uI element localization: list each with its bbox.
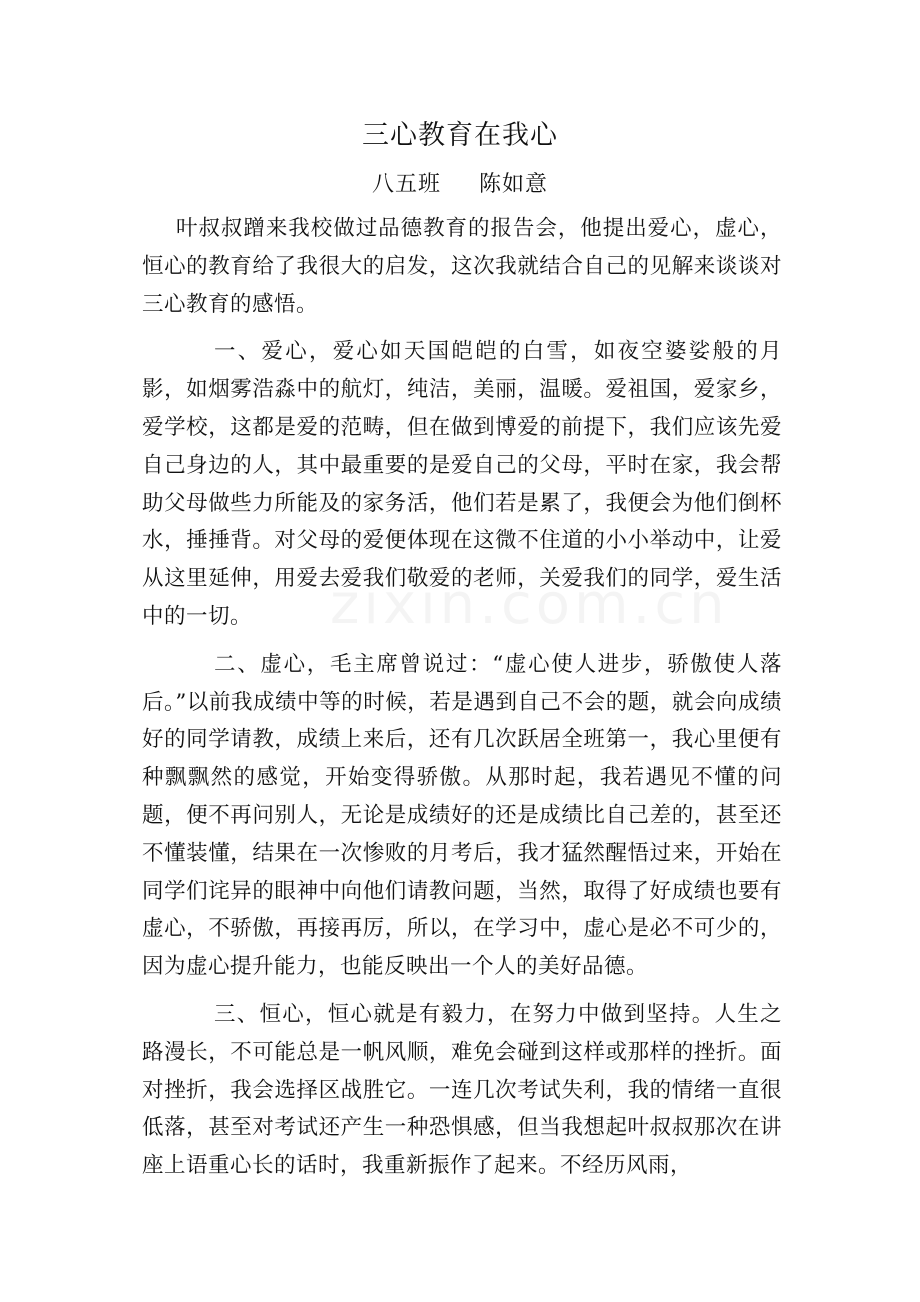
- document-body: [142, 210, 782, 1195]
- paragraph-intro: 叶叔叔蹭来我校做过品德教育的报告会，他提出爱心，虚心，恒心的教育给了我很大的启发，这次我就结合自己的见解来谈谈对三心教育的感悟。: [142, 216, 782, 317]
- paragraph-perseverance: 三、恒心，恒心就是有毅力，在努力中做到坚持。人生之路漫长，不可能总是一帆风顺，难免会碰到这样或那样的挫折。面对挫折，我会选择区战胜它。一连几次考试失利，我的情绪一直很低落，甚至对考试还产生一种恐惧感，但当我想起叶叔叔那次在讲座上语重心长的话时，我重新振作了起来。不经历风雨，: [142, 1001, 782, 1179]
- author-name: 陈如意: [479, 172, 549, 197]
- author-line: [0, 163, 920, 207]
- paragraph-humility: 二、虚心，毛主席曾说过：“虚心使人进步，骄傲使人落后。”以前我成绩中等的时候，若是遇到自己不会的题，就会向成绩好的同学请教，成绩上来后，还有几次跃居全班第一，我心里便有种飘飘然的感觉，开始变得骄傲。从那时起，我若遇见不懂的问题，便不再问别人，无论是成绩好的还是成绩比自己差的，甚至还不懂装懂，结果在一次惨败的月考后，我才猛然醒悟过来，开始在同学们诧异的眼神中向他们请教问题，当然，取得了好成绩也要有虚心，不骄傲，再接再厉，所以，在学习中，虚心是必不可少的，因为虚心提升能力，也能反映出一个人的美好品德。: [142, 651, 782, 980]
- paragraph-love: 一、爱心，爱心如天国皑皑的白雪，如夜空婆娑般的月影，如烟雾浩淼中的航灯，纯洁，美丽，温暖。爱祖国，爱家乡，爱学校，这都是爱的范畴，但在做到博爱的前提下，我们应该先爱自己身边的人，其中最重要的是爱自己的父母，平时在家，我会帮助父母做些力所能及的家务活，他们若是累了，我便会为他们倒杯水，捶捶背。对父母的爱便体现在这微不住道的小小举动中，让爱从这里延伸，用爱去爱我们敬爱的老师，关爱我们的同学，爱生活中的一切。: [142, 339, 782, 629]
- author-class: 八五班: [371, 172, 441, 197]
- document-title: 三心教育在我心: [362, 120, 558, 151]
